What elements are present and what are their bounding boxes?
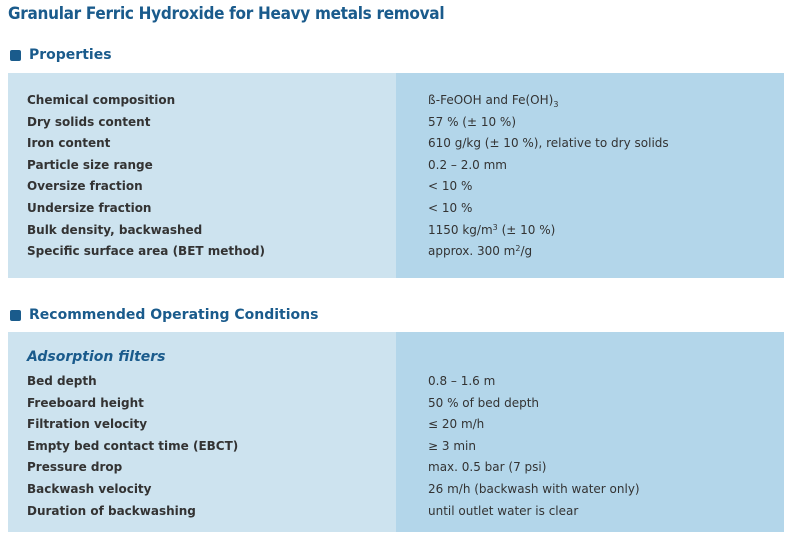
properties-row-value	[396, 220, 784, 242]
conditions-row-value	[396, 479, 784, 501]
value-text: 0.8 – 1.6 m	[428, 374, 496, 388]
value-text: until outlet water is clear	[428, 503, 579, 518]
value-text: < 10 %	[428, 200, 473, 215]
conditions-row-label: Duration of backwashing	[27, 503, 196, 518]
conditions-row-value	[396, 371, 784, 393]
properties-row-value	[396, 198, 784, 220]
conditions-labels-column	[8, 332, 396, 532]
value-text: max. 0.5 bar (7 psi)	[428, 460, 547, 475]
adsorption-filters-subheading: Adsorption filters	[27, 349, 166, 365]
value-tail: (± 10 %)	[497, 222, 556, 237]
square-bullet-icon	[10, 50, 21, 61]
properties-heading	[10, 47, 112, 63]
conditions-table	[8, 332, 784, 532]
square-bullet-icon	[10, 310, 21, 321]
value-tail: /g	[520, 244, 533, 259]
conditions-row-label: Backwash velocity	[27, 481, 152, 496]
value-text: 50 % of bed depth	[428, 395, 540, 410]
value-text: 610 g/kg (± 10 %), relative to dry solids	[428, 136, 669, 151]
properties-row-value	[396, 112, 784, 134]
properties-row-label: Undersize fraction	[27, 200, 152, 215]
conditions-row-label: Bed depth	[27, 374, 97, 388]
conditions-heading-label: Recommended Operating Conditions	[29, 307, 319, 323]
value-subscript: 3	[553, 100, 559, 109]
properties-row-label: Bulk density, backwashed	[27, 222, 203, 237]
page-title: Granular Ferric Hydroxide for Heavy metals removal	[8, 4, 445, 24]
properties-values-column	[396, 73, 784, 278]
conditions-row-label: Freeboard height	[27, 395, 144, 410]
conditions-row-value	[396, 501, 784, 523]
value-text: ≥ 3 min	[428, 438, 476, 453]
conditions-row-value	[396, 436, 784, 458]
properties-row-label: Iron content	[27, 136, 111, 151]
conditions-row-label: Pressure drop	[27, 460, 123, 475]
value-text: ≤ 20 m/h	[428, 417, 485, 432]
properties-row-value	[396, 133, 784, 155]
properties-row-value	[396, 241, 784, 263]
value-text: < 10 %	[428, 179, 473, 194]
properties-row-value	[396, 176, 784, 198]
properties-row-label: Chemical composition	[27, 93, 176, 107]
value-text: 1150 kg/m	[428, 222, 493, 237]
properties-row-label: Oversize fraction	[27, 179, 143, 194]
conditions-row-value	[396, 457, 784, 479]
properties-row-value	[396, 90, 784, 112]
conditions-heading	[10, 307, 318, 323]
conditions-row-value	[396, 393, 784, 415]
value-superscript: 2	[515, 244, 521, 254]
conditions-row-label: Filtration velocity	[27, 417, 148, 432]
properties-table	[8, 73, 784, 278]
value-superscript: 3	[492, 222, 498, 232]
value-text: 26 m/h (backwash with water only)	[428, 481, 640, 496]
conditions-values-column	[396, 332, 784, 532]
conditions-row-value	[396, 414, 784, 436]
properties-heading-label: Properties	[29, 47, 112, 63]
properties-row-label: Specific surface area (BET method)	[27, 244, 265, 259]
properties-row-label: Particle size range	[27, 157, 153, 172]
value-text: 57 % (± 10 %)	[428, 114, 517, 129]
properties-row-label: Dry solids content	[27, 114, 151, 129]
value-text: approx. 300 m	[428, 244, 516, 259]
properties-labels-column	[8, 73, 396, 278]
properties-row-value	[396, 155, 784, 177]
conditions-row-label: Empty bed contact time (EBCT)	[27, 438, 239, 453]
value-text: 0.2 – 2.0 mm	[428, 157, 507, 172]
value-text: ß-FeOOH and Fe(OH)	[428, 93, 554, 107]
